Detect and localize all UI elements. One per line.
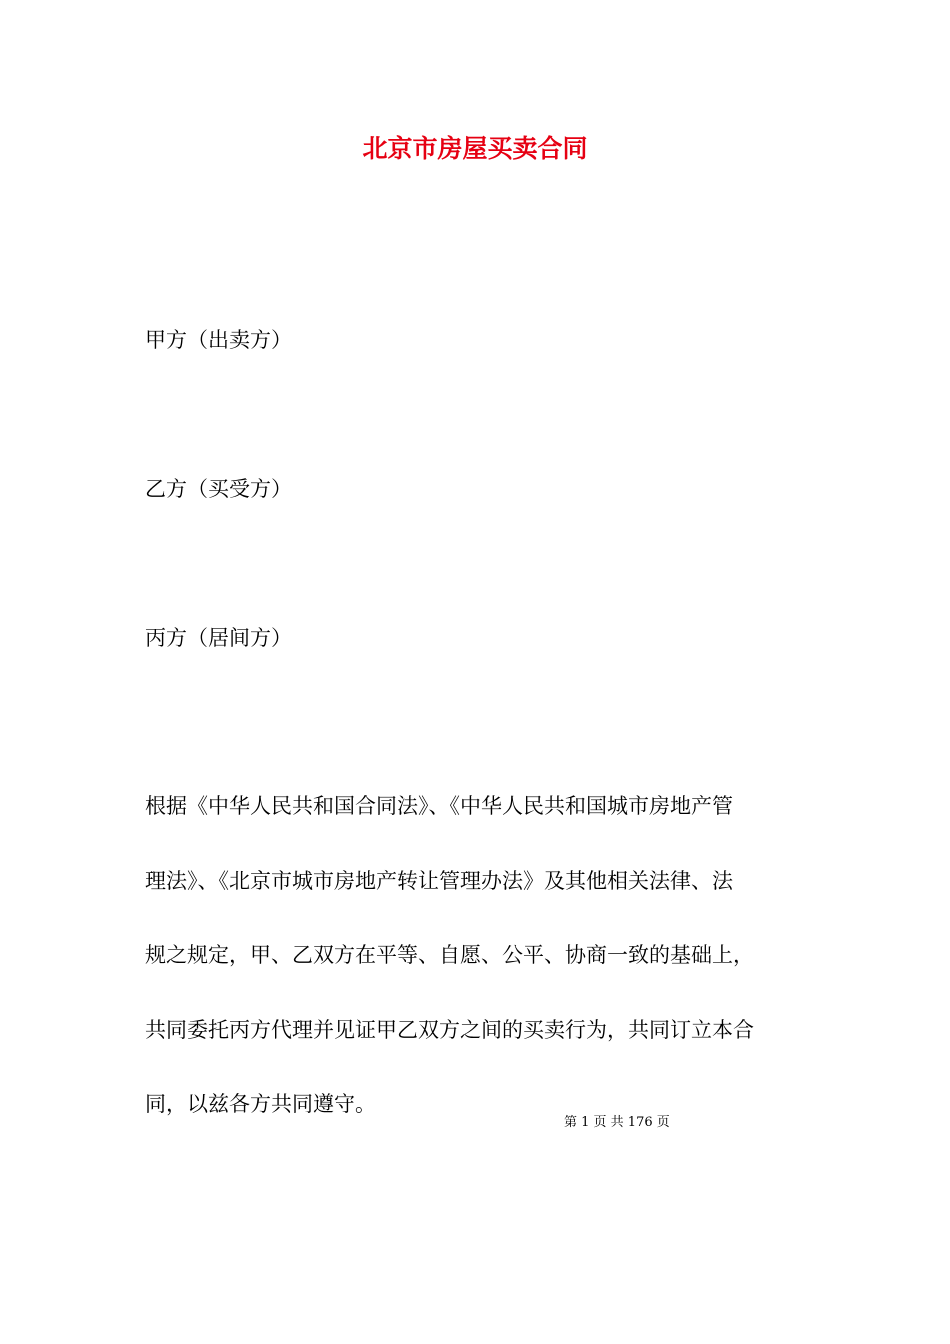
preamble-line: 共同委托丙方代理并见证甲乙双方之间的买卖行为，共同订立本合 xyxy=(145,1017,754,1042)
party-a-label: 甲方（出卖方） xyxy=(145,328,292,352)
page-number-footer: 第 1 页 共 176 页 xyxy=(564,1115,670,1130)
party-b-label: 乙方（买受方） xyxy=(145,477,292,501)
preamble-line: 同，以兹各方共同遵守。 xyxy=(145,1092,376,1116)
party-c-label: 丙方（居间方） xyxy=(145,626,292,650)
preamble-line: 根据《中华人民共和国合同法》、《中华人民共和国城市房地产管 xyxy=(145,794,733,818)
preamble-line: 理法》、《北京市城市房地产转让管理办法》及其他相关法律、法 xyxy=(145,868,733,893)
preamble-paragraph xyxy=(145,769,807,1142)
document-title: 北京市房屋买卖合同 xyxy=(362,134,588,163)
preamble-line: 规之规定，甲、乙双方在平等、自愿、公平、协商一致的基础上， xyxy=(145,943,754,967)
